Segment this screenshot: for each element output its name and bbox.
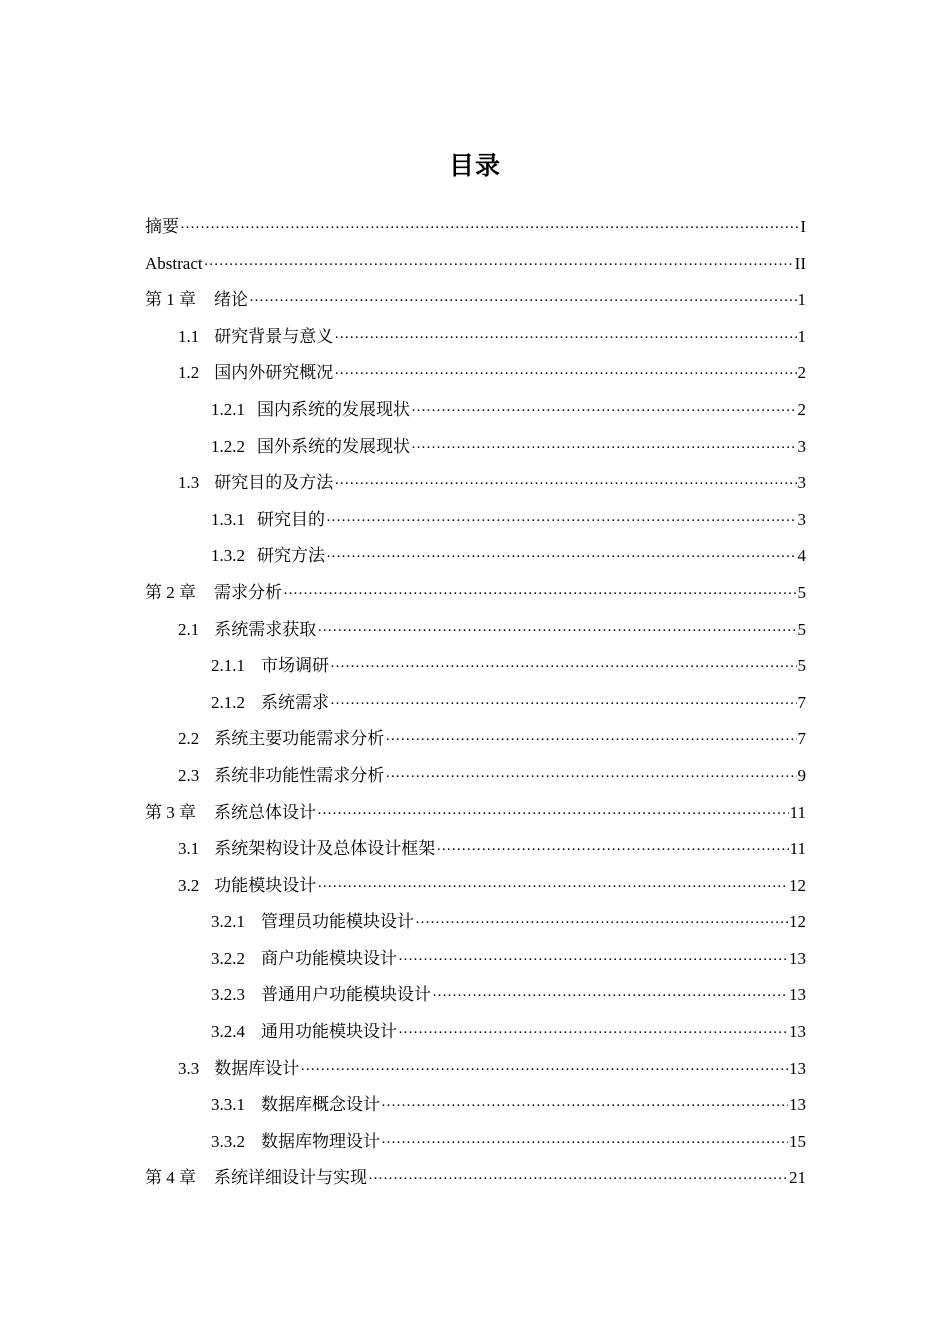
table-of-contents (145, 209, 806, 1197)
toc-entry[interactable] (145, 1014, 806, 1051)
toc-dot-leader (317, 795, 789, 833)
toc-entry[interactable] (145, 612, 806, 649)
toc-entry-title: 国外系统的发展现状 (257, 436, 410, 456)
toc-entry-title: 数据库设计 (214, 1058, 300, 1078)
toc-entry-number: 2.1.1 (211, 656, 245, 676)
toc-page-number: 13 (789, 985, 806, 1005)
toc-entry[interactable] (145, 502, 806, 539)
toc-title: 目录 (448, 151, 501, 180)
toc-entry[interactable] (145, 795, 806, 832)
toc-page-number: 9 (797, 765, 806, 785)
toc-dot-leader (249, 282, 797, 320)
toc-dot-leader (436, 831, 788, 869)
toc-dot-leader (334, 319, 796, 357)
toc-entry[interactable] (145, 246, 806, 283)
toc-dot-leader (432, 977, 788, 1015)
toc-entry[interactable] (145, 1087, 806, 1124)
toc-page-number: II (794, 253, 806, 273)
toc-entry-title: 研究目的 (257, 509, 325, 529)
toc-entry[interactable] (145, 538, 806, 575)
toc-entry[interactable] (145, 685, 806, 722)
toc-entry-number: 第 2 章 (145, 582, 196, 602)
toc-dot-leader (326, 538, 797, 576)
toc-entry-number: 2.1 (178, 619, 200, 639)
toc-page-number: 3 (797, 509, 806, 529)
toc-entry-title: 商户功能模块设计 (261, 948, 397, 968)
toc-dot-leader (317, 868, 788, 906)
toc-page-number: 3 (797, 436, 806, 456)
toc-entry-number: 第 4 章 (145, 1168, 196, 1188)
toc-entry[interactable] (145, 429, 806, 466)
toc-entry[interactable] (145, 977, 806, 1014)
toc-entry-number: 1.2.2 (211, 436, 245, 456)
toc-entry[interactable] (145, 904, 806, 941)
toc-dot-leader (385, 721, 796, 759)
toc-page-number: 7 (797, 729, 806, 749)
toc-page-number: I (800, 217, 806, 236)
toc-entry[interactable] (145, 392, 806, 429)
toc-entry-number: 1.2 (178, 363, 200, 383)
toc-entry[interactable] (145, 355, 806, 392)
toc-page-number: 13 (789, 1058, 806, 1078)
toc-entry-title: 国内系统的发展现状 (257, 399, 410, 419)
toc-entry-title: 国内外研究概况 (214, 363, 334, 383)
toc-entry-title: 管理员功能模块设计 (261, 912, 414, 932)
toc-page-number: 5 (797, 582, 806, 602)
toc-entry[interactable] (145, 868, 806, 905)
toc-dot-leader (180, 209, 799, 247)
toc-dot-leader (300, 1051, 788, 1089)
toc-entry-number: 1.3.1 (211, 509, 245, 529)
toc-page-number: 2 (797, 363, 806, 383)
toc-page-number: 13 (789, 1095, 806, 1115)
toc-page-number: 21 (789, 1168, 806, 1188)
toc-entry-title: 系统需求 (261, 692, 329, 712)
toc-page-number: 2 (797, 399, 806, 419)
toc-dot-leader (204, 246, 794, 284)
toc-entry[interactable] (145, 1124, 806, 1161)
toc-page-number: 11 (789, 802, 806, 822)
toc-entry-title: 系统需求获取 (214, 619, 317, 639)
toc-entry-title: 研究目的及方法 (214, 473, 334, 493)
toc-entry-title: 研究方法 (257, 546, 325, 566)
toc-entry-number: 1.3 (178, 473, 200, 493)
toc-entry[interactable] (145, 282, 806, 319)
toc-entry-number: 3.3.1 (211, 1095, 245, 1115)
toc-dot-leader (415, 904, 788, 942)
toc-dot-leader (326, 502, 797, 540)
toc-entry-title: 数据库物理设计 (261, 1131, 380, 1151)
toc-dot-leader (398, 1014, 788, 1052)
toc-entry-number: 3.1 (178, 839, 200, 859)
toc-dot-leader (334, 355, 796, 393)
toc-entry[interactable] (145, 721, 806, 758)
toc-page-number: 5 (797, 656, 806, 676)
toc-entry-number: 3.3.2 (211, 1131, 245, 1151)
toc-dot-leader (283, 575, 797, 613)
toc-dot-leader (398, 941, 788, 979)
toc-entry-title: 功能模块设计 (214, 875, 317, 895)
toc-entry[interactable] (145, 319, 806, 356)
toc-dot-leader (368, 1160, 788, 1198)
toc-entry-title: 数据库概念设计 (261, 1095, 380, 1115)
toc-entry-number: 3.2.4 (211, 1022, 245, 1042)
toc-entry-title: 系统主要功能需求分析 (214, 729, 385, 749)
toc-dot-leader (330, 685, 797, 723)
toc-entry[interactable] (145, 209, 806, 246)
toc-entry[interactable] (145, 648, 806, 685)
toc-entry-title: 市场调研 (261, 656, 329, 676)
toc-entry[interactable] (145, 1051, 806, 1088)
toc-page-number: 13 (789, 948, 806, 968)
toc-entry-number: 第 1 章 (145, 290, 196, 310)
toc-entry-number: 3.3 (178, 1058, 200, 1078)
toc-page-number: 7 (797, 692, 806, 712)
toc-dot-leader (330, 648, 797, 686)
toc-dot-leader (317, 612, 796, 650)
toc-entry-title: 系统非功能性需求分析 (214, 765, 385, 785)
toc-entry-title: 通用功能模块设计 (261, 1022, 397, 1042)
toc-entry-title: 普通用户功能模块设计 (261, 985, 431, 1005)
toc-entry-title: 研究背景与意义 (214, 326, 334, 346)
toc-entry-number: 2.3 (178, 765, 200, 785)
toc-entry-title: 系统详细设计与实现 (214, 1168, 367, 1188)
toc-entry-title: 需求分析 (214, 582, 282, 602)
toc-entry-title: 系统架构设计及总体设计框架 (214, 839, 436, 859)
toc-page-number: 5 (797, 619, 806, 639)
toc-entry-number: 1.3.2 (211, 546, 245, 566)
toc-entry-number: 1.1 (178, 326, 200, 346)
toc-entry[interactable] (145, 465, 806, 502)
toc-entry[interactable] (145, 831, 806, 868)
toc-dot-leader (385, 758, 796, 796)
toc-page-number: 3 (797, 473, 806, 493)
toc-entry-number: 2.2 (178, 729, 200, 749)
toc-entry-number: 2.1.2 (211, 692, 245, 712)
toc-page-number: 13 (789, 1022, 806, 1042)
toc-entry-number: 3.2.1 (211, 912, 245, 932)
toc-page-number: 12 (789, 912, 806, 932)
toc-page-number: 15 (789, 1131, 806, 1151)
toc-dot-leader (411, 392, 797, 430)
toc-page-number: 4 (797, 546, 806, 566)
toc-entry-number: 3.2.2 (211, 948, 245, 968)
toc-dot-leader (411, 429, 797, 467)
toc-dot-leader (381, 1124, 788, 1162)
toc-entry-title: 系统总体设计 (214, 802, 316, 822)
toc-entry-number: 3.2 (178, 875, 200, 895)
toc-page-number: 12 (789, 875, 806, 895)
toc-entry-title: Abstract (145, 253, 203, 273)
toc-page-number: 1 (797, 290, 806, 310)
toc-entry-number: 1.2.1 (211, 399, 245, 419)
toc-dot-leader (381, 1087, 788, 1125)
toc-entry[interactable] (145, 941, 806, 978)
toc-entry-number: 3.2.3 (211, 985, 245, 1005)
toc-entry[interactable] (145, 758, 806, 795)
toc-page-number: 1 (797, 326, 806, 346)
toc-dot-leader (334, 465, 796, 503)
toc-entry-title: 绪论 (214, 290, 248, 310)
toc-entry-number: 第 3 章 (145, 802, 196, 822)
toc-entry[interactable] (145, 1160, 806, 1197)
toc-entry-title: 摘要 (145, 217, 179, 236)
toc-page-number: 11 (789, 839, 806, 859)
toc-entry[interactable] (145, 575, 806, 612)
